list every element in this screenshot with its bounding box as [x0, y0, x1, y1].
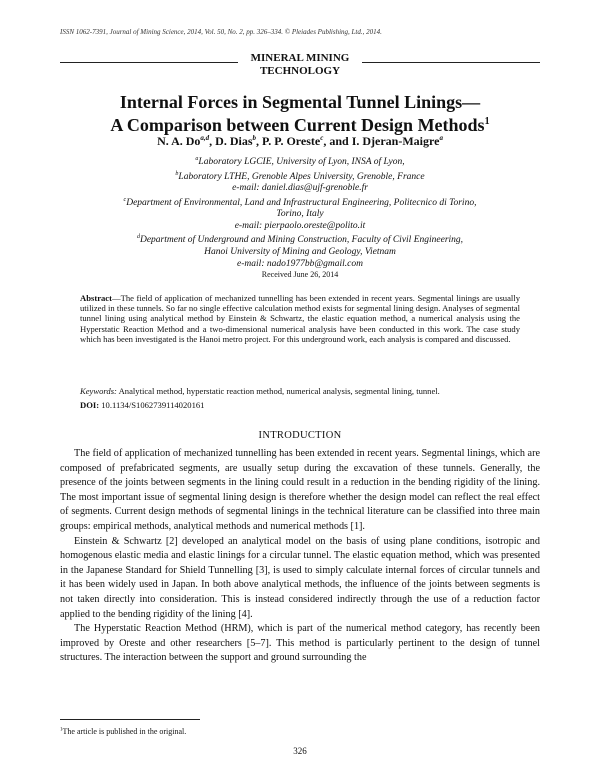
author-name: I. Djeran-Maigre [351, 134, 440, 148]
author-affiliation-mark: b [252, 134, 256, 142]
keywords [80, 386, 520, 396]
paper-title [60, 93, 540, 135]
affiliation-text: Department of Environmental, Land and Infrastructural Engineering, Politecnico di Torino, [126, 197, 477, 208]
title-line-2-text: A Comparison between Current Design Methods [110, 115, 485, 135]
author-affiliation-mark: c [320, 134, 324, 142]
abstract [80, 293, 520, 344]
affiliation-a [60, 154, 540, 169]
journal-section-name [0, 52, 600, 78]
doi-label: DOI: [80, 400, 100, 410]
affiliation-b [60, 169, 540, 184]
author-name: N. A. Do [157, 134, 201, 148]
author-name: P. P. Oreste [262, 134, 321, 148]
affiliation-mark: b [175, 170, 179, 177]
title-line-2 [60, 112, 540, 135]
abstract-text: —The field of application of mechanized tunnelling has been extended in recent years. Segmental linings are usually utilized in these tunnels. So far no single effective calculation method exists for segmental lining design. Analyses of segmental tunnel lining using analytical method by Einstein & Schwartz, the elastic equation method, a numerical analysis using the Hyperstatic Reaction Method and a two-dimensional numerical analysis have been conducted in this work. The case study which has been investigated is the Hanoi metro project. For this underground work, each analysis is compared and discussed. [80, 293, 520, 344]
affiliation-c-line-2: Torino, Italy [276, 209, 324, 220]
affiliation-text: Laboratory LTHE, Grenoble Alpes University, Grenoble, France [178, 171, 425, 182]
page-number: 326 [293, 746, 307, 756]
affiliation-d-email: e-mail: nado1977bb@gmail.com [237, 258, 363, 269]
affiliations [60, 154, 540, 270]
author-affiliation-mark: a [439, 134, 443, 142]
section-heading-introduction: INTRODUCTION [258, 430, 342, 441]
section-line-1: MINERAL MINING [250, 52, 350, 64]
introduction-body [60, 447, 540, 666]
title-line-1: Internal Forces in Segmental Tunnel Linings— [119, 92, 481, 112]
author-affiliation-mark: a,d [200, 134, 210, 142]
title-footnote-mark: 1 [484, 116, 490, 127]
section-line-2: TECHNOLOGY [259, 65, 341, 77]
body-paragraph: The Hyperstatic Reaction Method (HRM), which is part of the numerical method category, has recently been improved by Oreste and other researchers [5–7]. This method is particularly pertinent to the design of tunnel structures. The interaction between the support and ground surrounding the [60, 623, 540, 664]
affiliation-d [60, 232, 540, 247]
affiliation-mark: d [136, 234, 140, 241]
author-list: N. A. Do$^{a,d}$, D. Dias$^b$, P. P. Oreste$^c$, and I. Djeran-Maigre$^a$ [157, 134, 443, 148]
keywords-text: Analytical method, hyperstatic reaction method, numerical analysis, segmental lining, tunnel. [116, 386, 440, 396]
received-date: Received June 26, 2014 [261, 270, 339, 279]
affiliation-b-email: e-mail: daniel.dias@ujf-grenoble.fr [232, 183, 368, 194]
affiliation-c [60, 195, 540, 210]
affiliation-mark: a [195, 156, 199, 162]
doi-value[interactable]: 10.1134/S1062739114020161 [99, 400, 205, 410]
footnote-rule [60, 719, 200, 720]
footnote [60, 727, 186, 736]
body-paragraph: The field of application of mechanized tunnelling has been extended in recent years. Segmental linings, which are composed of prefabricated segments, are usually setup during the excavation of these tunnels. Generally, the presence of the joints between segments in the lining could result in a reduction in the bending rigidity of the lining. The most important issue of segmental lining design is therefore whether the design model can reflect the real effect of segments. Current design methods of segmental linings in the technical literature can be classified into three main groups: empirical methods, analytical methods and numerical methods [1]. [60, 448, 540, 532]
affiliation-mark: c [123, 196, 127, 203]
affiliation-c-email: e-mail: pierpaolo.oreste@polito.it [234, 220, 366, 231]
footnote-text: The article is published in the original. [62, 727, 187, 736]
author-name: D. Dias [215, 134, 253, 148]
affiliation-text: Laboratory LGCIE, University of Lyon, INSA of Lyon, [198, 157, 405, 168]
journal-citation-header: ISSN 1062-7391, Journal of Mining Science, 2014, Vol. 50, No. 2, pp. 326–334. © Pleiades Publishing, Ltd., 2014. [60, 28, 382, 36]
keywords-label: Keywords: [80, 386, 117, 396]
body-paragraph: Einstein & Schwartz [2] developed an analytical model on the basis of using plane conditions, isotropic and homogenous elastic media and elastic linings for a circular tunnel. The elastic equation method, which was presented in the Japanese Standard for Shield Tunnelling [3], is used to simply calculate internal forces of circular tunnels and it has been widely used in Japan. In both above analytical methods, the influence of the joints between segments is not taken directly into consideration. This is instead considered indirectly through the use of a reduction factor applied to the bending rigidity of the lining [4]. [60, 535, 540, 620]
doi [80, 400, 520, 410]
footnote-mark: 1 [60, 727, 63, 733]
abstract-label: Abstract [80, 293, 112, 303]
affiliation-text: Department of Underground and Mining Construction, Faculty of Civil Engineering, [139, 235, 464, 246]
affiliation-d-line-2: Hanoi University of Mining and Geology, Vietnam [204, 247, 396, 258]
